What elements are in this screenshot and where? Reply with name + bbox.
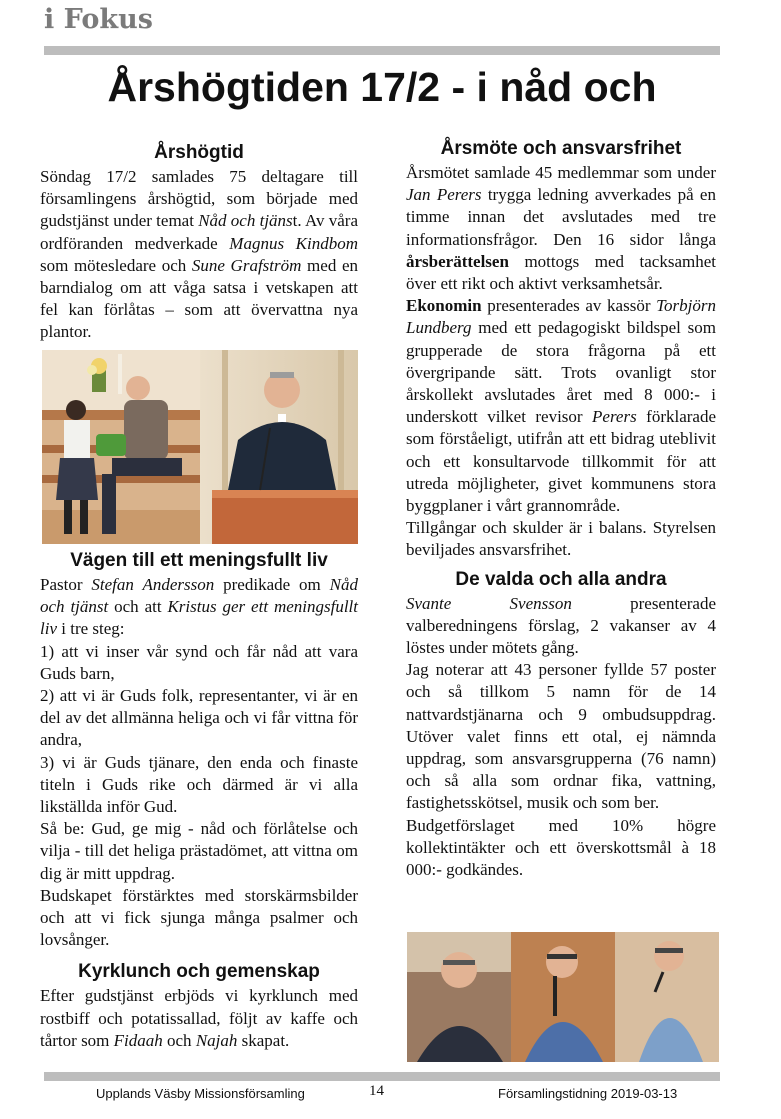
right-column	[406, 136, 716, 881]
footer-organization: Upplands Väsby Missionsförsamling	[96, 1086, 305, 1101]
paragraph-arshogtid: Söndag 17/2 samlades 75 deltagare till församlingens årshögtid, som började med gudstjänst under temat Nåd och tjänst. Av våra ordföranden medverkade Magnus Kindbom som mötesledare och Sune Grafström med en barndialog om att våga satsa i vetskapen att fel kan förlåtas – som att övervattna nya plantor.	[40, 167, 358, 342]
heading-valda: De valda och alla andra	[455, 568, 667, 590]
paragraph-vagen-step1: 1) att vi inser vår synd och får nåd att vara Guds barn,	[40, 641, 358, 683]
heading-kyrklunch: Kyrklunch och gemenskap	[78, 961, 320, 983]
section-label: i Fokus	[44, 4, 153, 35]
left-column-bottom	[40, 548, 358, 1052]
paragraph-vagen-intro: Pastor Stefan Andersson predikade om Nåd och tjänst och att Kristus ger ett meningsfullt liv i tre steg:	[40, 575, 358, 639]
paragraph-ansvarsfrihet: Tillgångar och skulder är i balans. Styrelsen beviljades ansvarsfrihet.	[406, 518, 716, 560]
page-number: 14	[369, 1083, 384, 1099]
paragraph-valda-notes: Jag noterar att 43 personer fyllde 57 poster och så tillkom 5 namn för de 14 nattvardstjänarna och 9 ombudsuppdrag. Utöver valet finns ett otal, ej nämnda uppdrag, som ansvarsgrupperna (76 namn) och så alla som ordnar fika, vattning, fastighetsskötsel, musik och som ber.	[406, 660, 716, 813]
footer-publication-date: Församlingstidning 2019-03-13	[498, 1086, 678, 1101]
paragraph-kyrklunch: Efter gudstjänst erbjöds vi kyrklunch med rostbiff och potatissallad, följt av kaffe och tårtor som Fidaah och Najah skapat.	[40, 986, 358, 1050]
page-headline: Årshögtiden 17/2 - i nåd och	[107, 64, 657, 110]
paragraph-vagen-step3: 3) vi är Guds tjänare, den enda och finaste titeln i Guds rike och därmed är vi alla likställda inför Gud.	[40, 752, 358, 817]
paragraph-vagen-message: Budskapet förstärktes med storskärmsbilder och att vi fick sjunga många psalmer och lovsånger.	[40, 885, 358, 950]
paragraph-vagen-step2: 2) att vi är Guds folk, representanter, vi är en del av det allmänna heliga och vi får vittna för andra,	[40, 686, 358, 750]
paragraph-vagen-prayer: Så be: Gud, ge mig - nåd och förlåtelse och vilja - till det heliga prästadömet, att vittna om dig är mitt uppdrag.	[40, 819, 358, 883]
heading-arsmote: Årsmöte och ansvarsfrihet	[440, 138, 682, 159]
paragraph-valda-intro: Svante Svensson presenterade valberedningens förslag, 2 vakanser av 4 löstes under mötets gång.	[406, 593, 716, 658]
paragraph-arsmote: Årsmötet samlade 45 medlemmar som under Jan Perers trygga ledning avverkades på en timme innan det avslutades med tre informationsfrågor. Den 16 sidor långa årsberättelsen mottogs med tacksamhet över ett rikt och aktivt verksamhetsår.	[406, 163, 716, 294]
photo-speakers	[407, 932, 719, 1062]
heading-vagen: Vägen till ett meningsfullt liv	[70, 550, 328, 571]
paragraph-ekonomin: Ekonomin presenterades av kassör Torbjörn Lundberg med ett pedagogiskt bildspel som grupperade de stora frågorna på ett övergripande sätt. Trots ovanligt stor årskollekt avslutades året med 8 000:- i underskott vilket revisor Perers förklarade som förståeligt, utifrån att ett bidrag uteblivit och ett konsultarvode tillkommit för att utreda möjligheter, givet kommunens stora byggplaner i vårt grannområde.	[406, 296, 716, 516]
paragraph-budget: Budgetförslaget med 10% högre kollektintäkter och ett överskottsmål à 18 000:- godkändes.	[406, 815, 716, 880]
heading-arshogtid: Årshögtid	[154, 142, 244, 163]
header-rule	[44, 46, 720, 55]
footer-rule	[44, 1072, 720, 1081]
left-column-top	[40, 140, 358, 344]
photo-children-dialog-and-pastor	[42, 350, 358, 544]
